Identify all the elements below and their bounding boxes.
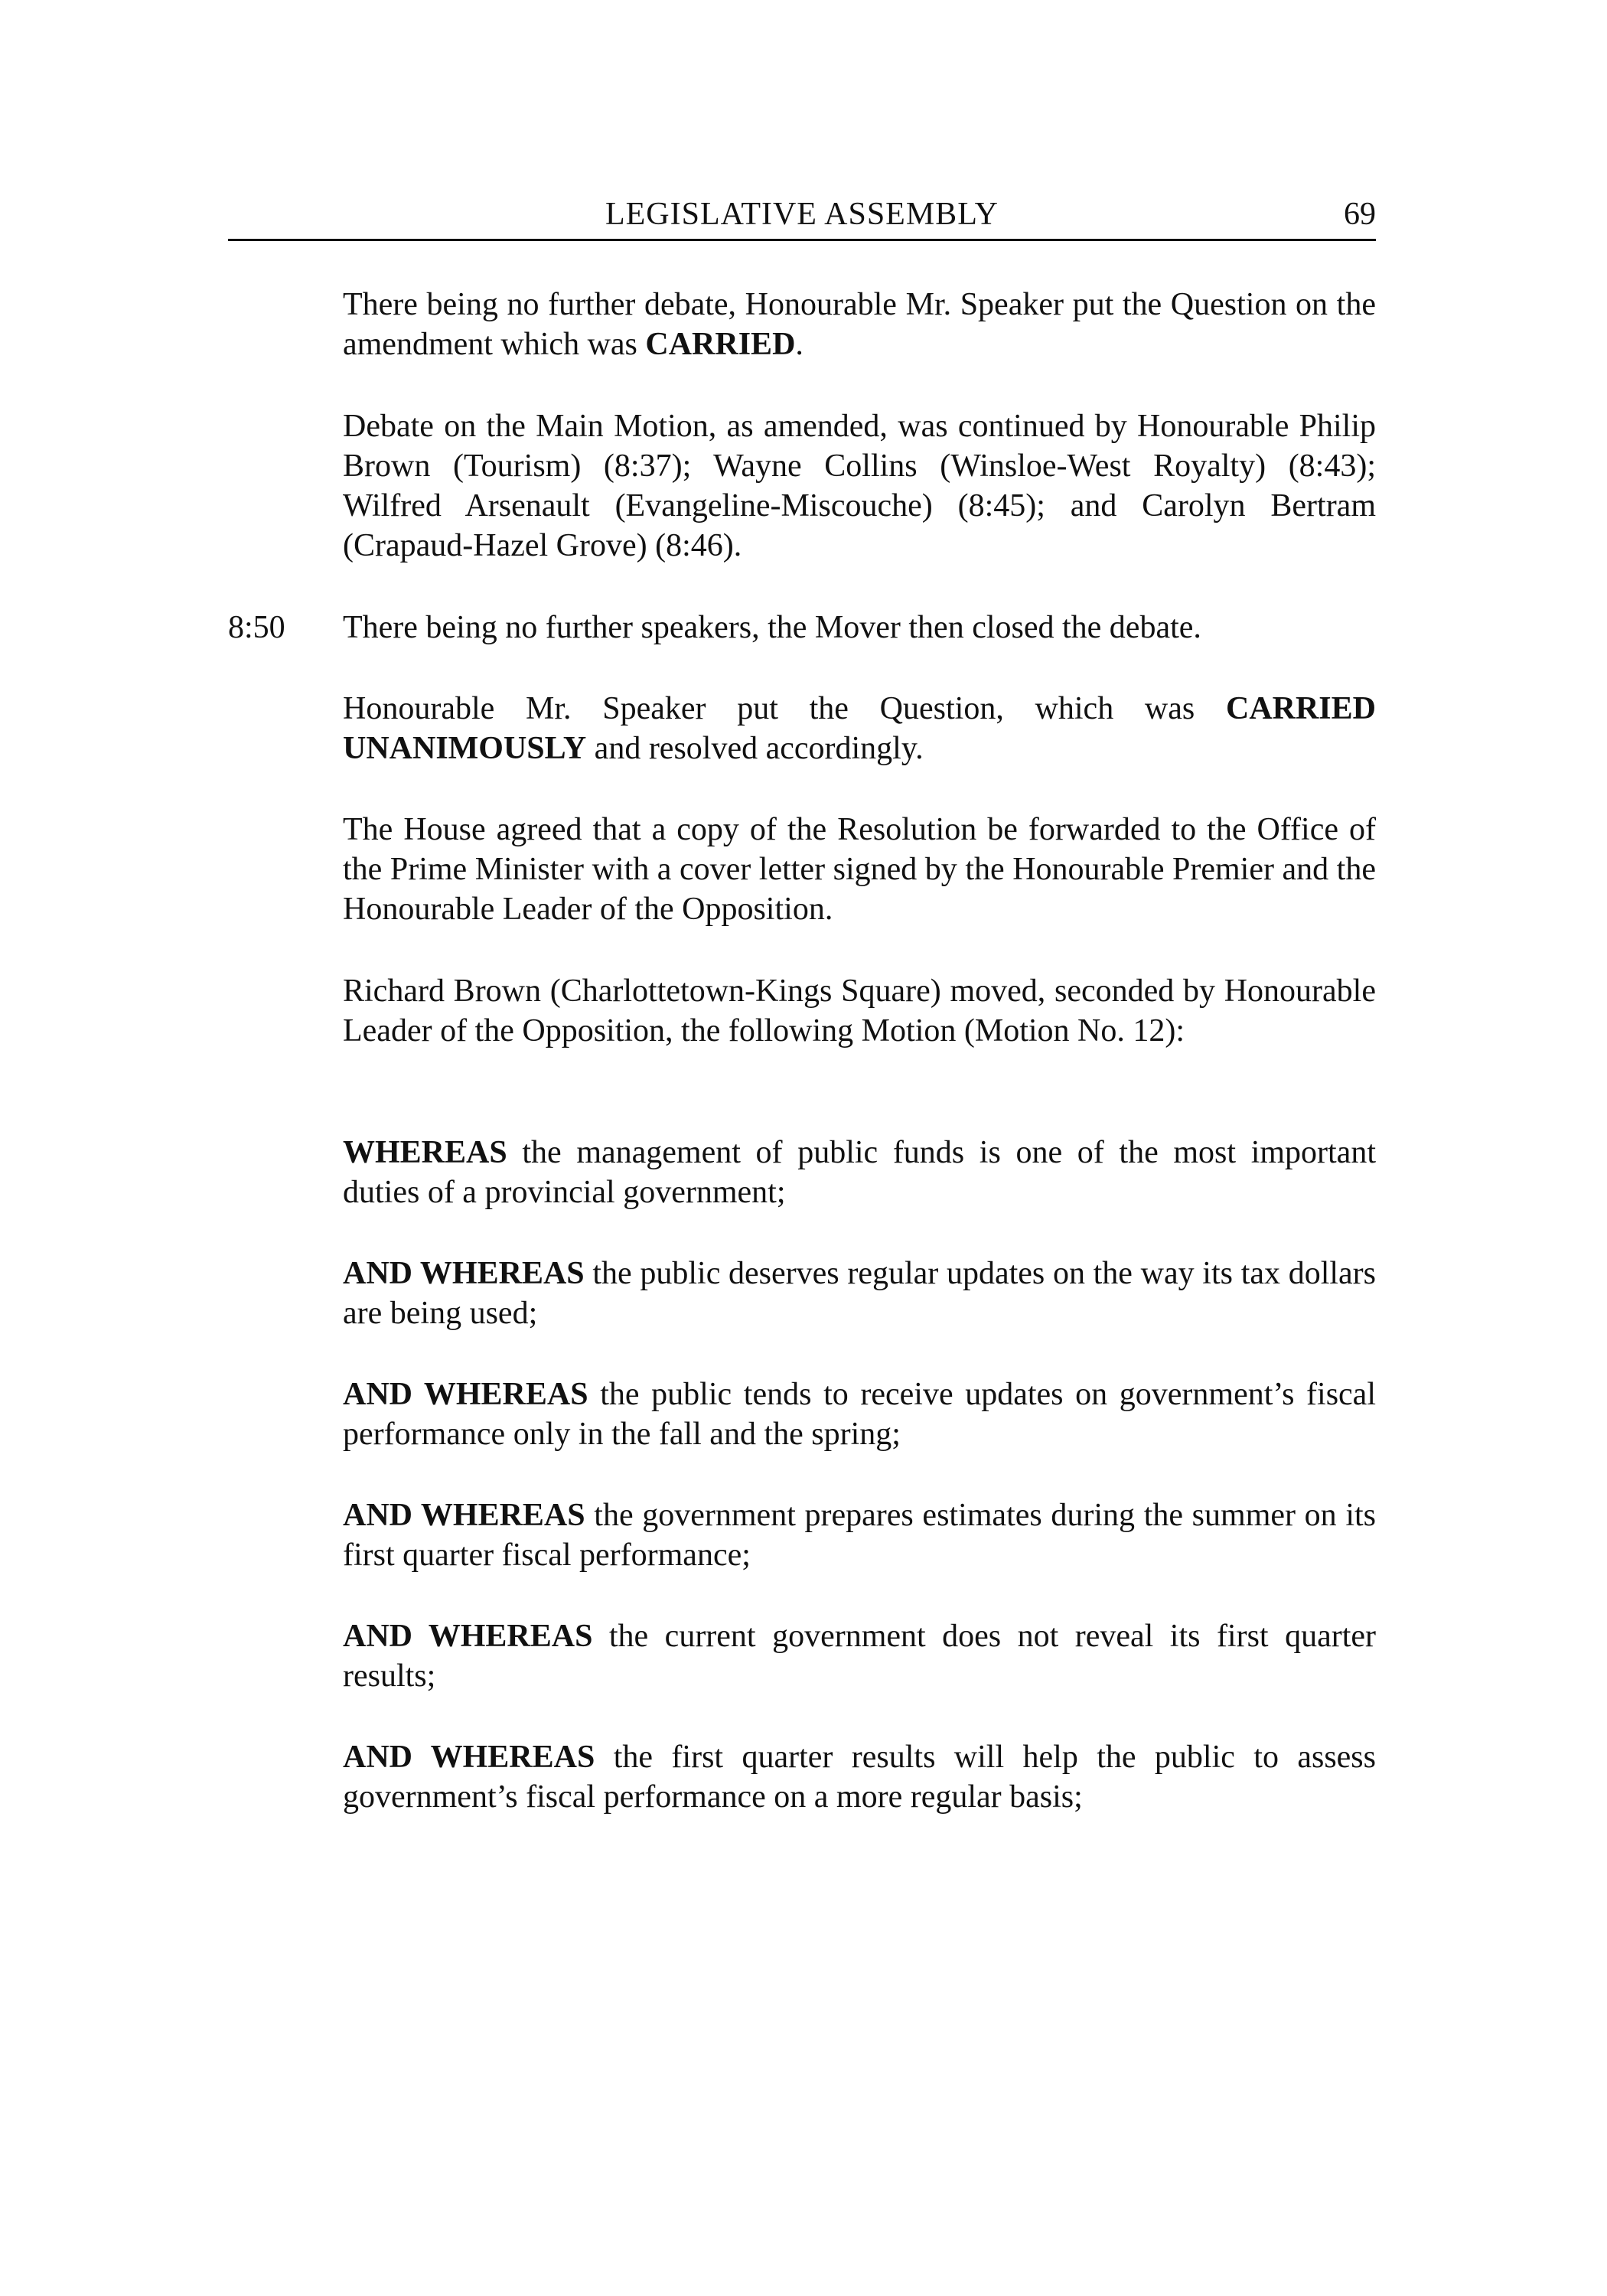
paragraph-tail: and resolved accordingly. xyxy=(586,731,924,766)
paragraph-debate-closed: There being no further speakers, the Mover then closed the debate. xyxy=(343,610,1201,645)
whereas-text: the first quarter results will help the public to assess government’s fiscal performance on a more regular basis; xyxy=(343,1740,1376,1815)
page-number: 69 xyxy=(1344,197,1376,232)
whereas-clause xyxy=(343,1133,1376,1212)
page-header xyxy=(228,191,1376,241)
whereas-keyword: AND WHEREAS xyxy=(343,1256,585,1291)
paragraph-motion-12: Richard Brown (Charlottetown-Kings Square) moved, seconded by Honourable Leader of the Opposition, the following Motion (Motion No. 12): xyxy=(343,974,1376,1049)
whereas-keyword: AND WHEREAS xyxy=(343,1377,588,1412)
paragraph-text: There being no further debate, Honourable Mr. Speaker put the Question on the amendment which was xyxy=(343,287,1376,362)
whereas-clause xyxy=(343,1616,1376,1696)
whereas-clause xyxy=(343,1495,1376,1575)
whereas-text: the public tends to receive updates on government’s fiscal performance only in the fall and the spring; xyxy=(343,1377,1376,1452)
paragraph-resolution-forwarded: The House agreed that a copy of the Resolution be forwarded to the Office of the Prime Minister with a cover letter signed by the Honourable Premier and the Honourable Leader of the Opposition. xyxy=(343,812,1376,927)
paragraph-main-motion-debate: Debate on the Main Motion, as amended, was continued by Honourable Philip Brown (Tourism) (8:37); Wayne Collins (Winsloe-West Royalty) (8:43); Wilfred Arsenault (Evangeline-Miscouche) (8:45); and Carolyn Bertram (Crapaud-Hazel Grove) (8:46). xyxy=(343,409,1376,563)
whereas-text: the current government does not reveal its first quarter results; xyxy=(343,1619,1376,1694)
time-stamp: 8:50 xyxy=(228,610,285,645)
carried-unanimously-emphasis: CARRIED UNANIMOUSLY xyxy=(343,691,1376,766)
whereas-keyword: AND WHEREAS xyxy=(343,1740,595,1775)
whereas-text: the management of public funds is one of the most important duties of a provincial government; xyxy=(343,1135,1376,1210)
paragraph-amendment-carried xyxy=(343,285,1376,364)
paragraph-text: Honourable Mr. Speaker put the Question, which was xyxy=(343,691,1226,726)
whereas-text: the public deserves regular updates on the way its tax dollars are being used; xyxy=(343,1256,1377,1331)
whereas-clause xyxy=(343,1375,1376,1454)
whereas-clause xyxy=(343,1254,1376,1333)
paragraph-question-carried xyxy=(343,689,1376,768)
whereas-text: the government prepares estimates during the summer on its first quarter fiscal performance; xyxy=(343,1498,1376,1573)
paragraph-tail: . xyxy=(795,327,804,362)
whereas-clause xyxy=(343,1737,1376,1817)
whereas-keyword: AND WHEREAS xyxy=(343,1498,585,1533)
whereas-keyword: WHEREAS xyxy=(343,1135,507,1170)
header-title: LEGISLATIVE ASSEMBLY xyxy=(605,197,999,232)
carried-emphasis: CARRIED xyxy=(645,327,796,362)
whereas-keyword: AND WHEREAS xyxy=(343,1619,593,1654)
